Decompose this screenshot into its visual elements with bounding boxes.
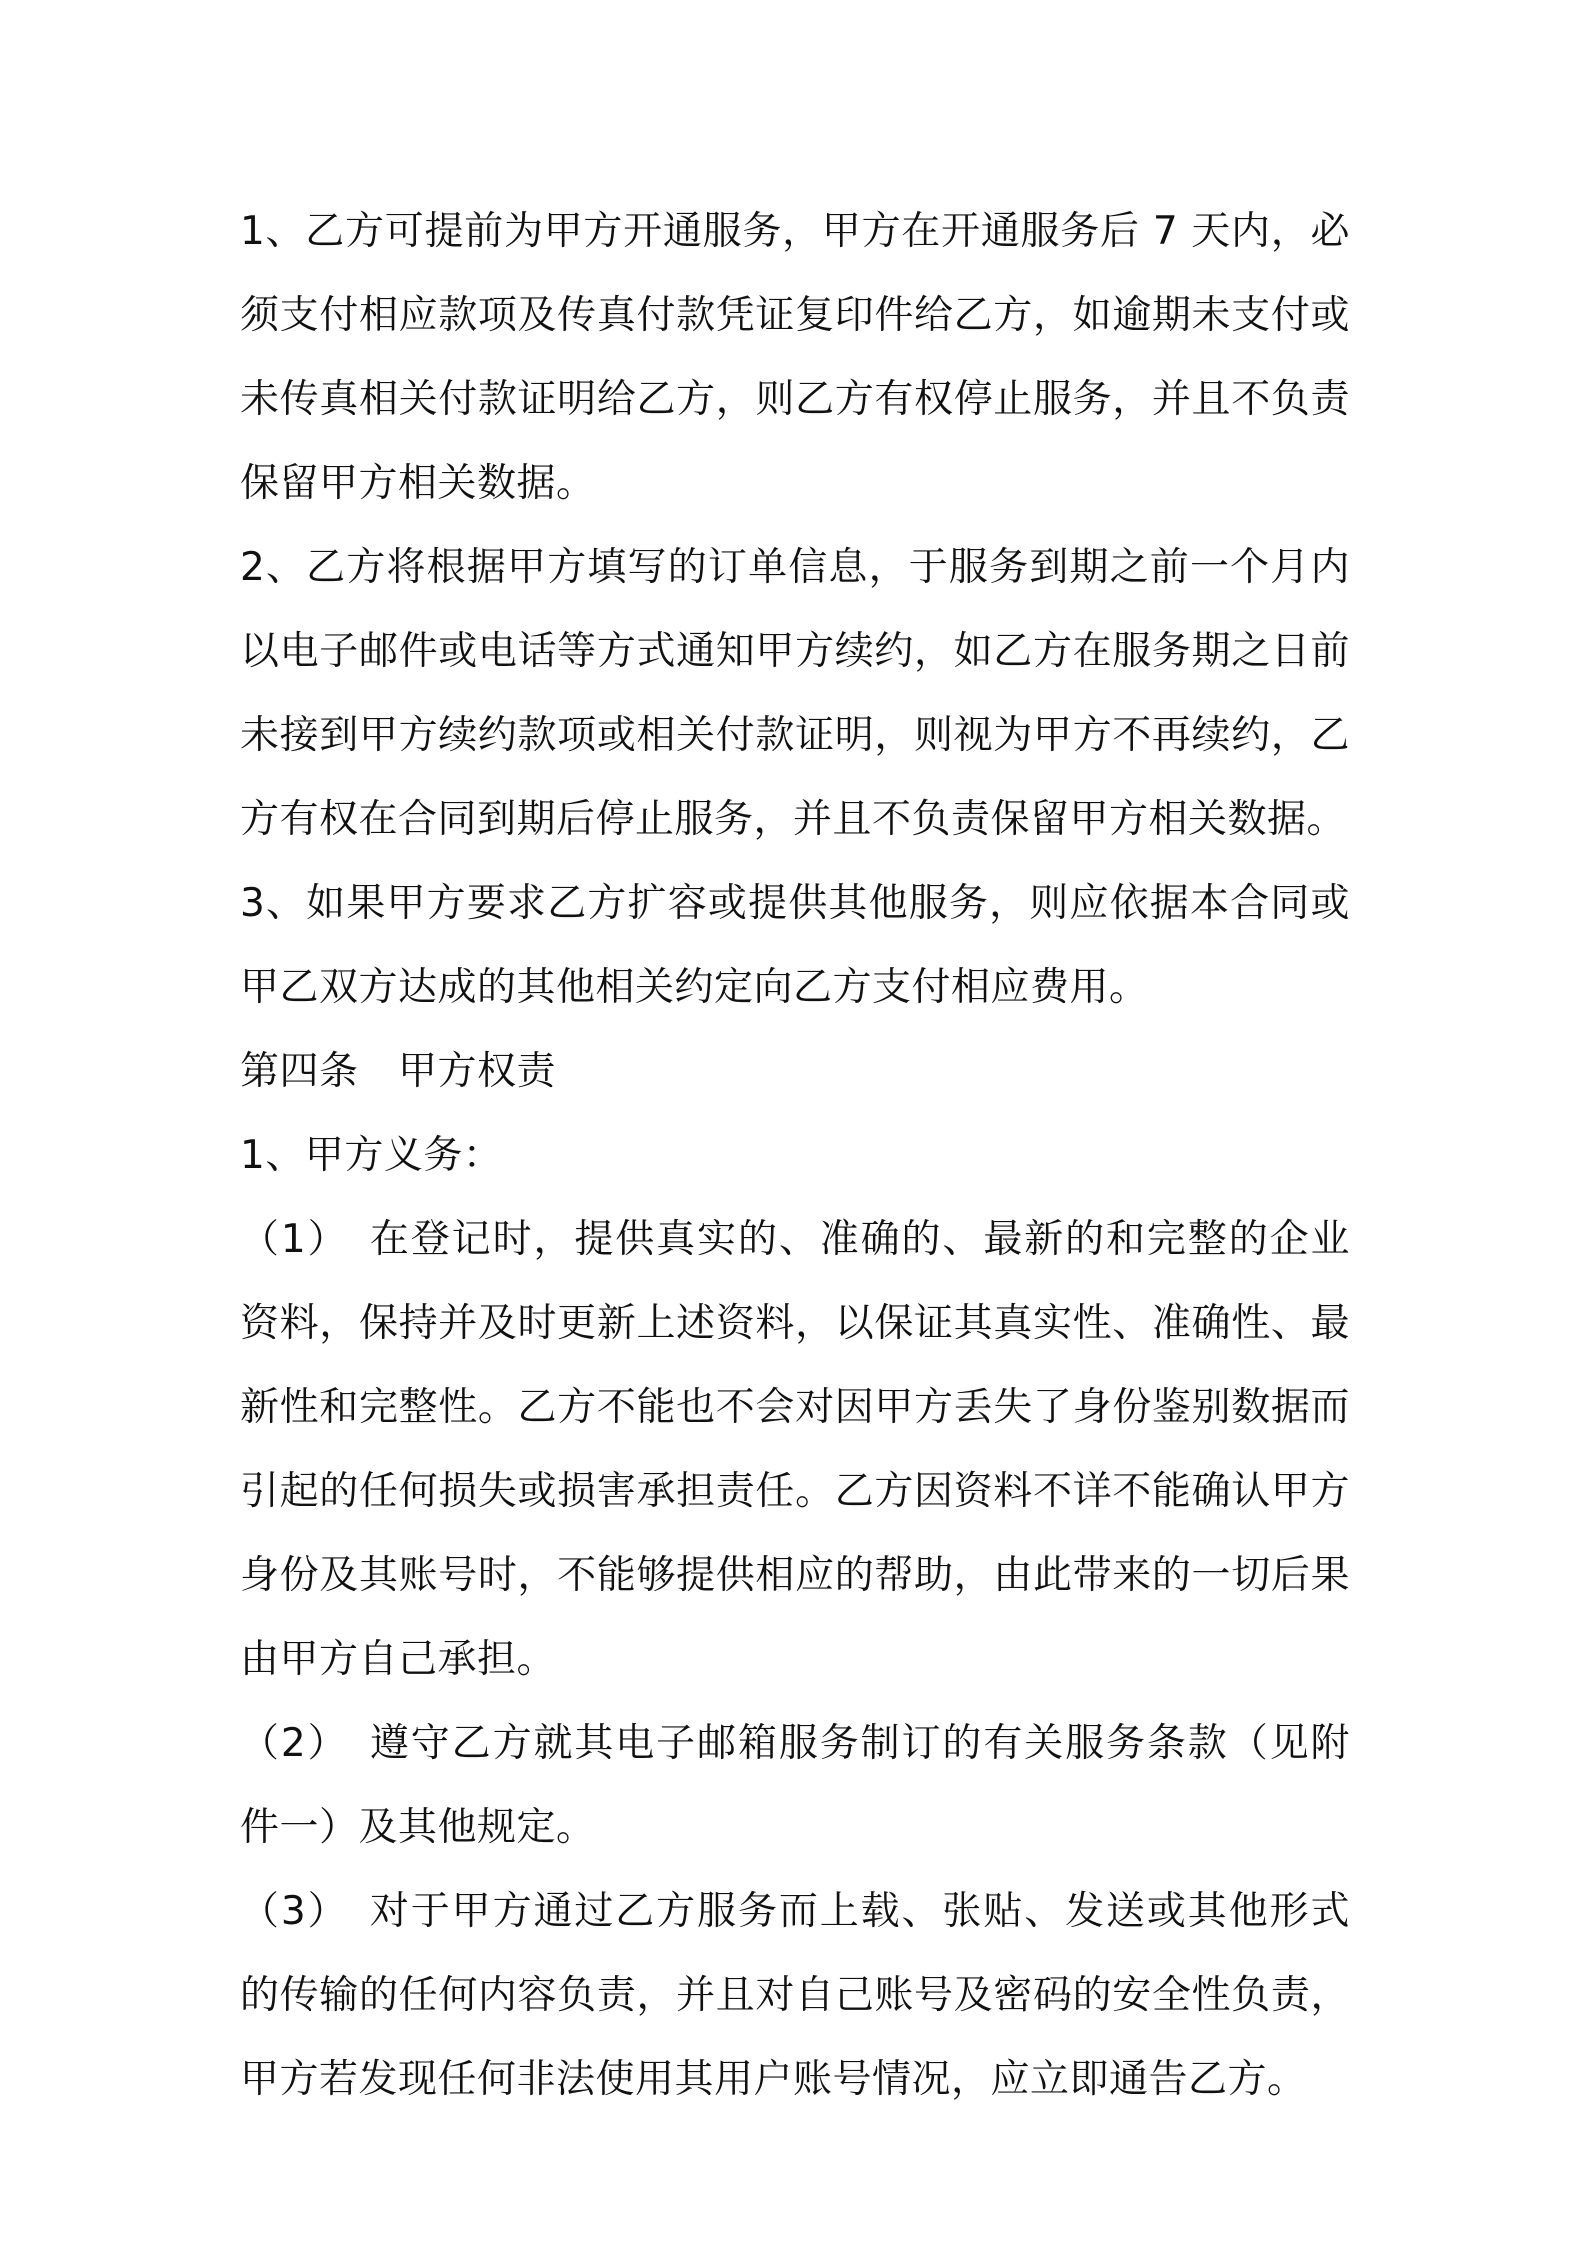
obligation-item-1: （1） 在登记时，提供真实的、准确的、最新的和完整的企业资料，保持并及时更新上述资料，以保证其真实性、准确性、最新性和完整性。乙方不能也不会对因甲方丢失了身份鉴别数据而引起的任何损失或损害承担责任。乙方因资料不详不能确认甲方身份及其账号时，不能够提供相应的帮助，由此带来的一切后果由甲方自己承担。 [240, 1217, 1350, 1682]
obligations-heading: 1、甲方义务： [240, 1133, 503, 1178]
clause-paragraph-2: 2、乙方将根据甲方填写的订单信息，于服务到期之前一个月内以电子邮件或电话等方式通知甲方续约，如乙方在服务期之日前未接到甲方续约款项或相关付款证明，则视为甲方不再续约，乙方有权在合同到期后停止服务，并且不负责保留甲方相关数据。 [240, 545, 1350, 842]
clause-paragraph-3: 3、如果甲方要求乙方扩容或提供其他服务，则应依据本合同或甲乙双方达成的其他相关约定向乙方支付相应费用。 [240, 881, 1350, 1010]
obligation-item-2: （2） 遵守乙方就其电子邮箱服务制订的有关服务条款（见附件一）及其他规定。 [240, 1721, 1350, 1850]
article-heading: 第四条 甲方权责 [240, 1049, 557, 1094]
clause-paragraph-1: 1、乙方可提前为甲方开通服务，甲方在开通服务后 7 天内，必须支付相应款项及传真付款凭证复印件给乙方，如逾期未支付或未传真相关付款证明给乙方，则乙方有权停止服务，并且不负责保留甲方相关数据。 [240, 209, 1350, 506]
contract-body [240, 190, 1350, 2122]
obligation-item-3: （3） 对于甲方通过乙方服务而上载、张贴、发送或其他形式的传输的任何内容负责，并且对自己账号及密码的安全性负责，甲方若发现任何非法使用其用户账号情况，应立即通告乙方。 [240, 1889, 1350, 2102]
